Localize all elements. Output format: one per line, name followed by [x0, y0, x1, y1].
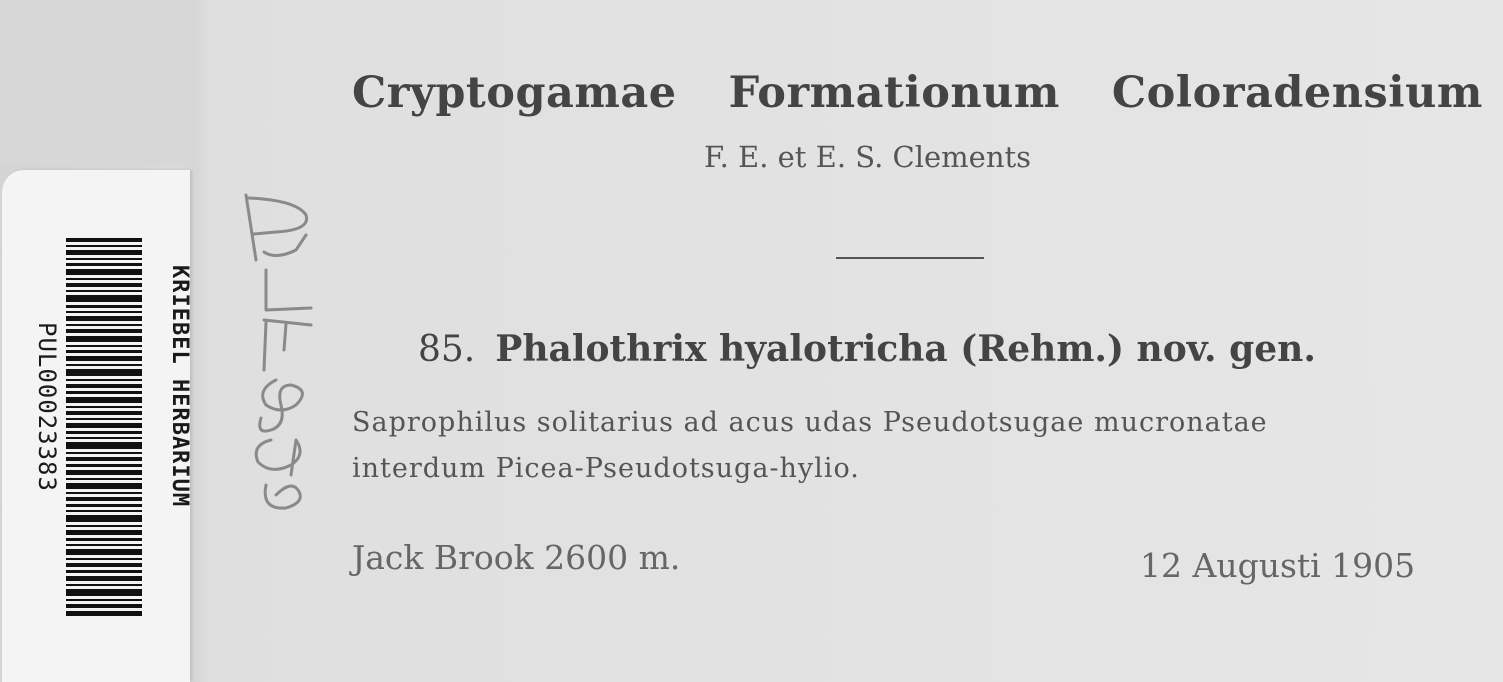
divider-rule	[836, 257, 984, 259]
barcode-number: PUL00023383	[33, 322, 61, 492]
herbarium-name: KRIEBEL HERBARIUM	[167, 265, 192, 508]
sheet-edge	[0, 0, 190, 165]
species-number: 85.	[418, 329, 476, 370]
collection-title	[352, 68, 1483, 118]
collection-date: 12 Augusti 1905	[1140, 546, 1416, 585]
locality: Jack Brook 2600 m.	[352, 538, 681, 577]
habitat-description	[352, 400, 1268, 492]
barcode-icon	[66, 238, 142, 616]
species-heading	[418, 328, 1316, 370]
habitat-line: interdum Picea-Pseudotsuga-hylio.	[352, 453, 860, 484]
collectors: F. E. et E. S. Clements	[704, 140, 1032, 174]
species-name: Phalothrix hyalotricha (Rehm.) nov. gen.	[495, 328, 1316, 370]
title-word: Coloradensium	[1111, 68, 1483, 118]
title-word: Cryptogamae	[352, 68, 677, 118]
habitat-line: Saprophilus solitarius ad acus udas Pseudotsugae mucronatae	[352, 407, 1268, 438]
handwritten-accession-annotation	[236, 190, 326, 520]
title-word: Formationum	[728, 68, 1060, 118]
